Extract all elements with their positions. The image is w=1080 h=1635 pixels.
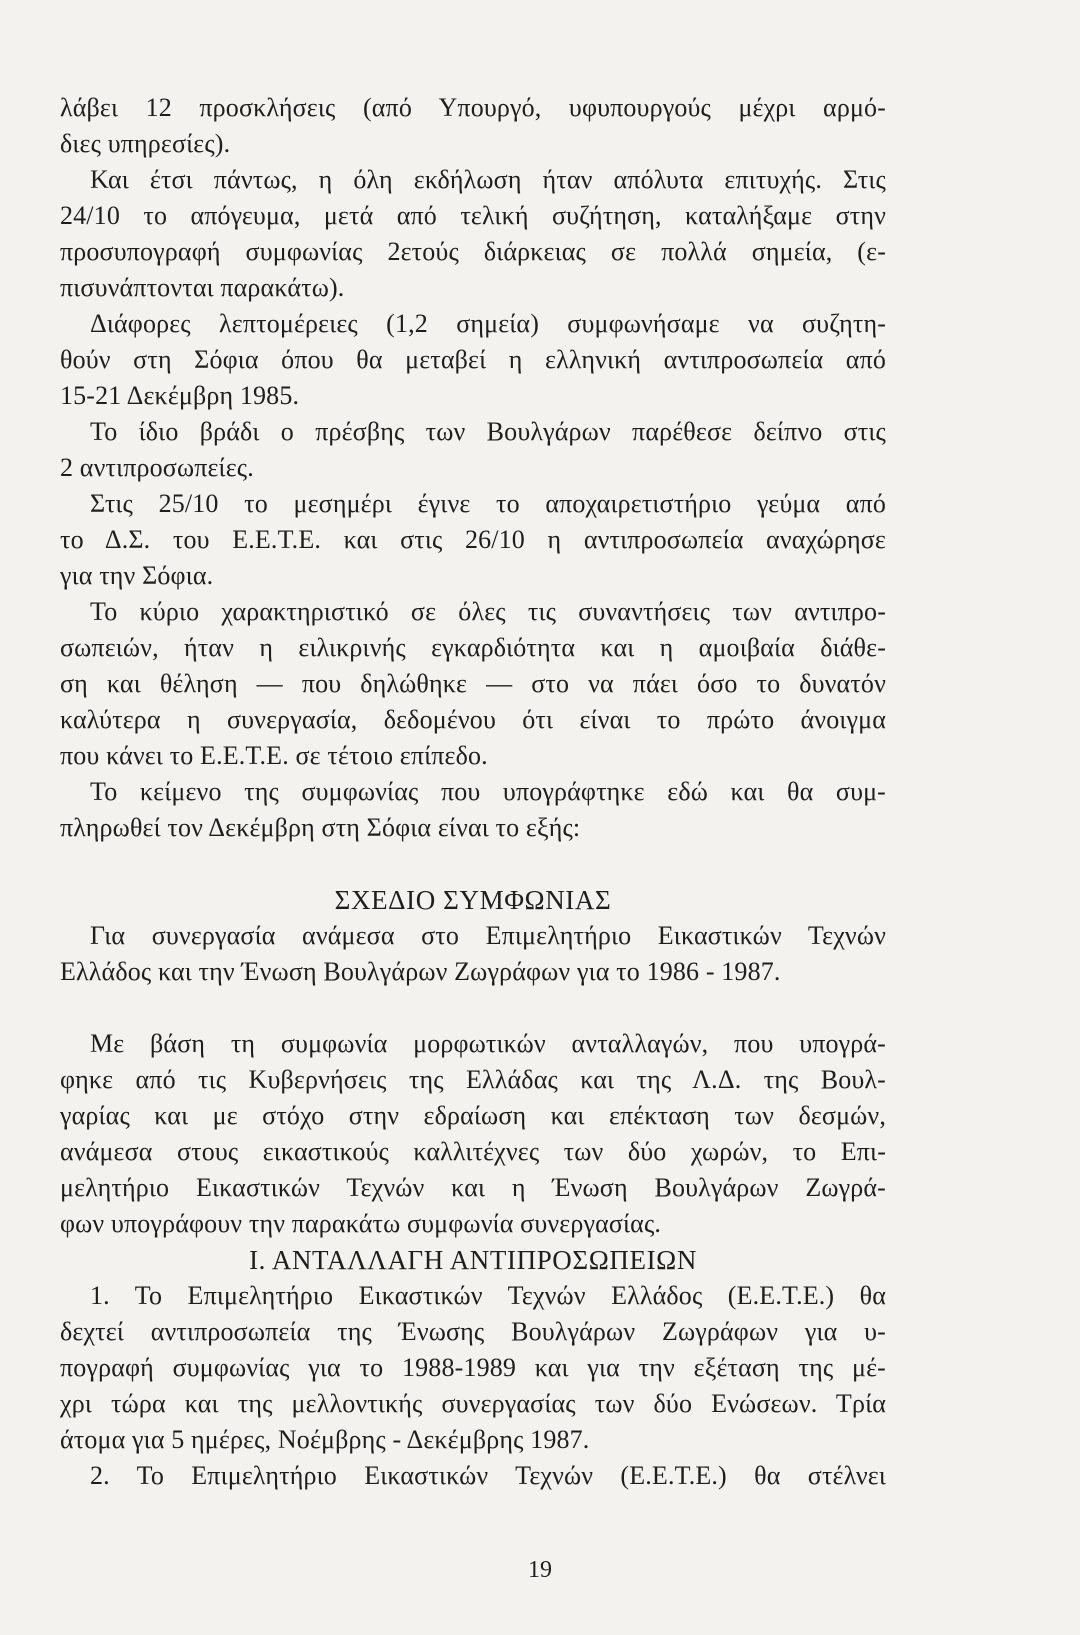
text-line: χρι τώρα και της μελλοντικής συνεργασίας των δύο Ενώσεων. Τρία <box>60 1389 886 1418</box>
text-line: σωπειών, ήταν η ειλικρινής εγκαρδιότητα και η αμοιβαία διάθε- <box>60 633 886 662</box>
text-line: Το κείμενο της συμφωνίας που υπογράφτηκε εδώ και θα συμ- <box>90 777 886 806</box>
text-line: 2 αντιπροσωπείες. <box>60 453 254 482</box>
text-line: ανάμεσα στους εικαστικούς καλλιτέχνες των δύο χωρών, το Επι- <box>60 1137 886 1166</box>
text-line: λάβει 12 προσκλήσεις (από Υπουργό, υφυπουργούς μέχρι αρμό- <box>60 93 886 122</box>
section-heading: ΣΧΕΔΙΟ ΣΥΜΦΩΝΙΑΣ <box>334 885 612 915</box>
text-line: καλύτερα η συνεργασία, δεδομένου ότι είναι το πρώτο άνοιγμα <box>60 705 886 734</box>
text-line: το Δ.Σ. του Ε.Ε.Τ.Ε. και στις 26/10 η αντιπροσωπεία αναχώρησε <box>60 525 886 554</box>
page-number: 19 <box>528 1557 552 1583</box>
text-line: Στις 25/10 το μεσημέρι έγινε το αποχαιρετιστήριο γεύμα από <box>90 489 886 518</box>
text-line: γαρίας και με στόχο στην εδραίωση και επέκταση των δεσμών, <box>60 1101 886 1130</box>
text-line: Και έτσι πάντως, η όλη εκδήλωση ήταν απόλυτα επιτυχής. Στις <box>90 165 886 194</box>
text-line: πισυνάπτονται παρακάτω). <box>60 273 345 302</box>
text-line: 15-21 Δεκέμβρη 1985. <box>60 381 300 410</box>
text-line: προσυπογραφή συμφωνίας 2ετούς διάρκειας σε πολλά σημεία, (ε- <box>60 237 886 266</box>
text-line: Το ίδιο βράδι ο πρέσβης των Βουλγάρων παρέθεσε δείπνο στις <box>90 417 886 446</box>
text-line: Με βάση τη συμφωνία μορφωτικών ανταλλαγών, που υπογρά- <box>90 1029 886 1058</box>
text-line: 1. Το Επιμελητήριο Εικαστικών Τεχνών Ελλάδος (Ε.Ε.Τ.Ε.) θα <box>90 1281 886 1310</box>
text-line: που κάνει το Ε.Ε.Τ.Ε. σε τέτοιο επίπεδο. <box>60 741 488 770</box>
text-line: Διάφορες λεπτομέρειες (1,2 σημεία) συμφωνήσαμε να συζητη- <box>90 309 886 338</box>
text-line: πληρωθεί τον Δεκέμβρη στη Σόφια είναι το εξής: <box>60 813 581 842</box>
section-heading: Ι. ΑΝΤΑΛΛΑΓΗ ΑΝΤΙΠΡΟΣΩΠΕΙΩΝ <box>249 1245 697 1275</box>
text-line: άτομα για 5 ημέρες, Νοέμβρης - Δεκέμβρης 1987. <box>60 1425 590 1454</box>
text-line: μελητήριο Εικαστικών Τεχνών και η Ένωση Βουλγάρων Ζωγρά- <box>60 1173 886 1202</box>
text-line: θούν στη Σόφια όπου θα μεταβεί η ελληνική αντιπροσωπεία από <box>60 345 886 374</box>
text-line: δεχτεί αντιπροσωπεία της Ένωσης Βουλγάρων Ζωγράφων για υ- <box>60 1317 886 1346</box>
text-line: Για συνεργασία ανάμεσα στο Επιμελητήριο Εικαστικών Τεχνών <box>90 921 886 950</box>
text-line: 24/10 το απόγευμα, μετά από τελική συζήτηση, καταλήξαμε στην <box>60 201 886 230</box>
text-line: ση και θέληση — που δηλώθηκε — στο να πάει όσο το δυνατόν <box>60 669 886 698</box>
text-line: για την Σόφια. <box>60 561 214 590</box>
text-line: διες υπηρεσίες). <box>60 129 231 158</box>
text-line: φων υπογράφουν την παρακάτω συμφωνία συνεργασίας. <box>60 1209 662 1238</box>
text-line: 2. Το Επιμελητήριο Εικαστικών Τεχνών (Ε.Ε.Τ.Ε.) θα στέλνει <box>90 1461 886 1490</box>
text-line: Το κύριο χαρακτηριστικό σε όλες τις συναντήσεις των αντιπρο- <box>90 597 886 626</box>
text-line: πογραφή συμφωνίας για το 1988-1989 και για την εξέταση της μέ- <box>60 1353 886 1382</box>
text-line: φηκε από τις Κυβερνήσεις της Ελλάδας και της Λ.Δ. της Βουλ- <box>60 1065 886 1094</box>
text-line: Ελλάδος και την Ένωση Βουλγάρων Ζωγράφων για το 1986 - 1987. <box>60 957 781 986</box>
